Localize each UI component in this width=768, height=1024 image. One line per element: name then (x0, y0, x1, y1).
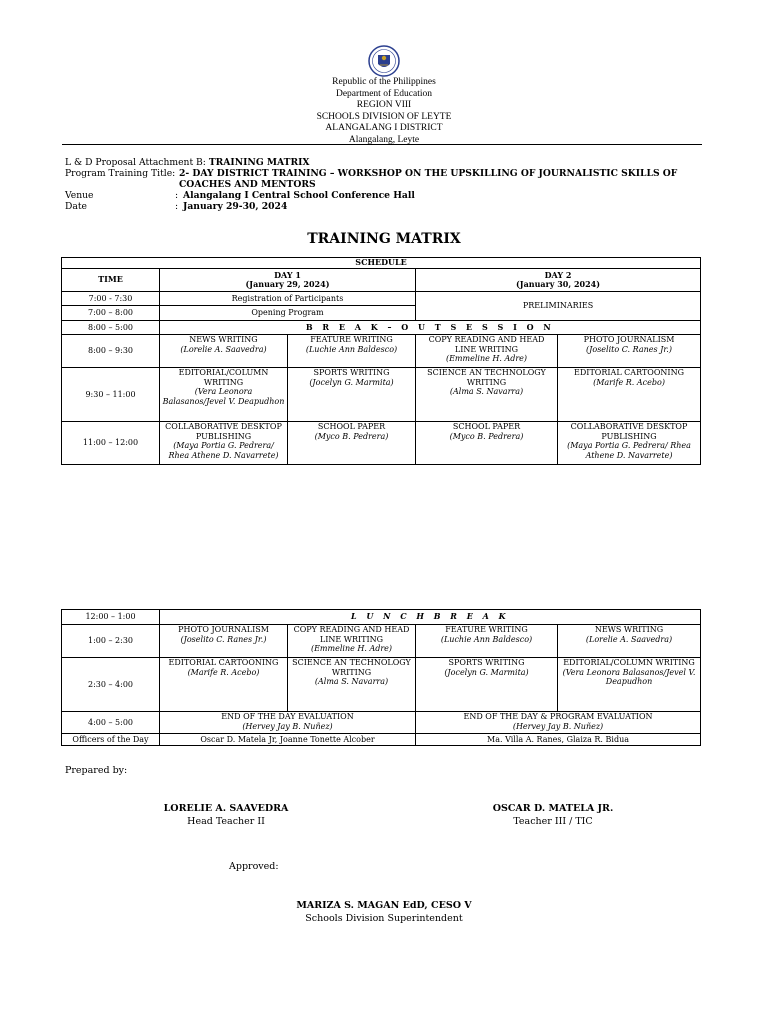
time-cell: 8:00 – 5:00 (62, 321, 160, 335)
signature-block (126, 802, 326, 828)
deped-seal-icon (368, 45, 400, 77)
attachment-row (65, 157, 705, 168)
header-line: REGION VIII (356, 100, 412, 110)
header-line: ALANGALANG I DISTRICT (325, 123, 443, 133)
attachment-value: TRAINING MATRIX (208, 157, 310, 168)
officers-label-cell: Officers of the Day (62, 734, 160, 746)
header-divider (62, 144, 702, 145)
session-cell: EDITORIAL CARTOONING (Marife R. Acebo) (160, 658, 288, 712)
signature-block (453, 802, 653, 828)
approved-label: Approved: (229, 861, 279, 872)
session-cell: SCHOOL PAPER (Myco B. Pedrera) (288, 422, 416, 465)
session-cell: FEATURE WRITING (Luchie Ann Baldesco) (288, 335, 416, 368)
day2-header: DAY 2 (January 30, 2024) (416, 269, 701, 292)
letterhead (0, 77, 768, 146)
session-cell: SCIENCE AN TECHNOLOGY WRITING (Alma S. Navarra) (416, 368, 558, 422)
session-cell: COLLABORATIVE DESKTOP PUBLISHING (Maya Portia G. Pedrera/ Rhea Athene D. Navarrete) (558, 422, 701, 465)
date-row: Date : January 29-30, 2024 (65, 201, 705, 212)
attachment-label: L & D Proposal Attachment B: (65, 157, 206, 168)
session-cell: COLLABORATIVE DESKTOP PUBLISHING (Maya Portia G. Pedrera/ Rhea Athene D. Navarrete) (160, 422, 288, 465)
breakout-session-cell: B R E A K – O U T S E S S I O N (160, 321, 701, 335)
time-cell: 2:30 – 4:00 (62, 658, 160, 712)
session-cell: EDITORIAL/COLUMN WRITING (Vera Leonora Balasanos/Jevel V. Deapudhon (558, 658, 701, 712)
time-cell: 12:00 – 1:00 (62, 610, 160, 625)
signatory-title: Teacher III / TIC (513, 816, 593, 827)
session-cell: SPORTS WRITING (Jocelyn G. Marmita) (416, 658, 558, 712)
officers-cell: Ma. Villa A. Ranes, Glaiza R. Bidua (416, 734, 701, 746)
venue-value: Alangalang I Central School Conference Hall (183, 190, 415, 201)
time-cell: 1:00 – 2:30 (62, 625, 160, 658)
schedule-header: SCHEDULE (62, 258, 701, 269)
signatory-title: Schools Division Superintendent (305, 913, 463, 924)
evaluation-cell: END OF THE DAY & PROGRAM EVALUATION (Hervey Jay B. Nuñez) (416, 712, 701, 734)
session-cell: PHOTO JOURNALISM (Joselito C. Ranes Jr.) (558, 335, 701, 368)
session-cell: EDITORIAL CARTOONING (Marife R. Acebo) (558, 368, 701, 422)
session-cell: COPY READING AND HEAD LINE WRITING (Emmeline H. Adre) (288, 625, 416, 658)
schedule-table-morning (61, 257, 701, 465)
signatory-name: OSCAR D. MATELA JR. (492, 803, 614, 814)
signature-block (234, 899, 534, 925)
session-cell: COPY READING AND HEAD LINE WRITING (Emmeline H. Adre) (416, 335, 558, 368)
header-line: SCHOOLS DIVISION OF LEYTE (316, 111, 452, 122)
venue-label: Venue (65, 190, 94, 201)
program-row (65, 168, 705, 190)
program-value: 2- DAY DISTRICT TRAINING – WORKSHOP ON THE UPSKILLING OF JOURNALISTIC SKILLS OF COACHES AND MENTORS (179, 168, 678, 190)
opening-program-cell: Opening Program (160, 306, 416, 321)
header-line: Department of Education (335, 88, 433, 99)
schedule-table-afternoon (61, 609, 701, 746)
time-cell: 11:00 – 12:00 (62, 422, 160, 465)
document-title: TRAINING MATRIX (307, 231, 461, 247)
time-cell: 8:00 – 9:30 (62, 335, 160, 368)
lunch-break-cell: L U N C H B R E A K (160, 610, 701, 625)
header-line: Republic of the Philippines (332, 77, 436, 87)
prepared-by-label: Prepared by: (65, 765, 128, 776)
time-cell: 9:30 – 11:00 (62, 368, 160, 422)
date-value: January 29-30, 2024 (183, 201, 288, 212)
header-line: Alangalang, Leyte (348, 134, 420, 145)
venue-row: Venue : Alangalang I Central School Conference Hall (65, 190, 705, 201)
day1-header: DAY 1 (January 29, 2024) (160, 269, 416, 292)
signatory-name: LORELIE A. SAAVEDRA (163, 803, 289, 814)
time-cell: 4:00 – 5:00 (62, 712, 160, 734)
session-cell: SCIENCE AN TECHNOLOGY WRITING (Alma S. Navarra) (288, 658, 416, 712)
time-cell: 7:00 – 8:00 (62, 306, 160, 321)
date-label: Date (65, 201, 87, 212)
signatory-name: MARIZA S. MAGAN EdD, CESO V (296, 900, 472, 911)
info-block (65, 157, 705, 212)
preliminaries-cell: PRELIMINARIES (416, 292, 701, 321)
session-cell: SCHOOL PAPER (Myco B. Pedrera) (416, 422, 558, 465)
session-cell: SPORTS WRITING (Jocelyn G. Marmita) (288, 368, 416, 422)
officers-cell: Oscar D. Matela Jr, Joanne Tonette Alcober (160, 734, 416, 746)
evaluation-cell: END OF THE DAY EVALUATION (Hervey Jay B. Nuñez) (160, 712, 416, 734)
session-cell: NEWS WRITING (Lorelie A. Saavedra) (160, 335, 288, 368)
registration-cell: Registration of Participants (160, 292, 416, 306)
time-header: TIME (62, 269, 160, 292)
session-cell: NEWS WRITING (Lorelie A. Saavedra) (558, 625, 701, 658)
session-cell: FEATURE WRITING (Luchie Ann Baldesco) (416, 625, 558, 658)
program-label: Program Training Title: (65, 168, 176, 179)
time-cell: 7:00 - 7:30 (62, 292, 160, 306)
session-cell: EDITORIAL/COLUMN WRITING (Vera Leonora Balasanos/Jevel V. Deapudhon (160, 368, 288, 422)
signatory-title: Head Teacher II (187, 816, 265, 827)
session-cell: PHOTO JOURNALISM (Joselito C. Ranes Jr.) (160, 625, 288, 658)
